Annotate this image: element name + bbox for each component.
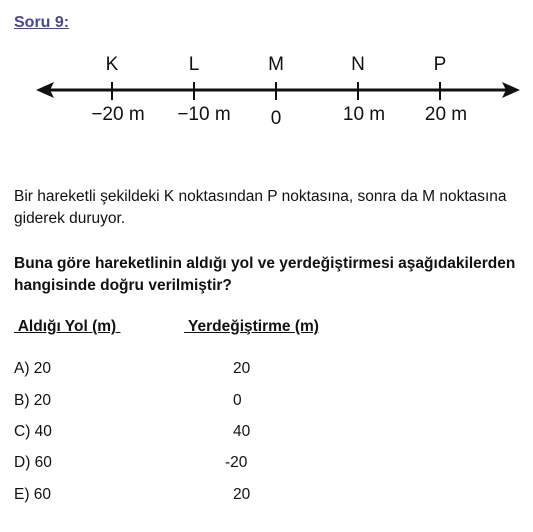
option-c-value: 40	[233, 423, 251, 440]
point-label-p: 20 m	[424, 104, 468, 125]
point-letter-l: L	[188, 54, 200, 75]
option-e-value: 20	[233, 486, 251, 503]
column-header-distance: Aldığı Yol (m)	[14, 318, 121, 335]
option-a-label: A) 20	[14, 360, 52, 377]
point-label-k: −20 m	[91, 104, 145, 125]
point-label-n: 10 m	[342, 104, 386, 125]
option-e-label: E) 60	[14, 486, 52, 503]
option-b-value: 0	[233, 392, 242, 409]
number-line	[0, 44, 533, 154]
option-d-label: D) 60	[14, 454, 52, 471]
point-letter-k: K	[105, 54, 119, 75]
point-label-l: −10 m	[177, 104, 231, 125]
column-header-displacement: Yerdeğiştirme (m)	[184, 318, 319, 335]
point-letter-p: P	[433, 54, 447, 75]
point-label-m: 0	[270, 108, 282, 129]
point-letter-m: M	[268, 54, 284, 75]
option-c-label: C) 40	[14, 423, 52, 440]
question-title: Soru 9:	[14, 14, 70, 31]
point-letter-n: N	[351, 54, 365, 75]
option-b-label: B) 20	[14, 392, 52, 409]
option-a-value: 20	[233, 360, 251, 377]
option-d-value: -20	[225, 454, 248, 471]
question-paragraph: Bir hareketli şekildeki K noktasından P noktasına, sonra da M noktasına giderek duruyor.	[14, 188, 507, 227]
question-stem: Buna göre hareketlinin aldığı yol ve yerdeğiştirmesi aşağıdakilerden hangisinde doğru verilmiştir?	[14, 255, 516, 294]
